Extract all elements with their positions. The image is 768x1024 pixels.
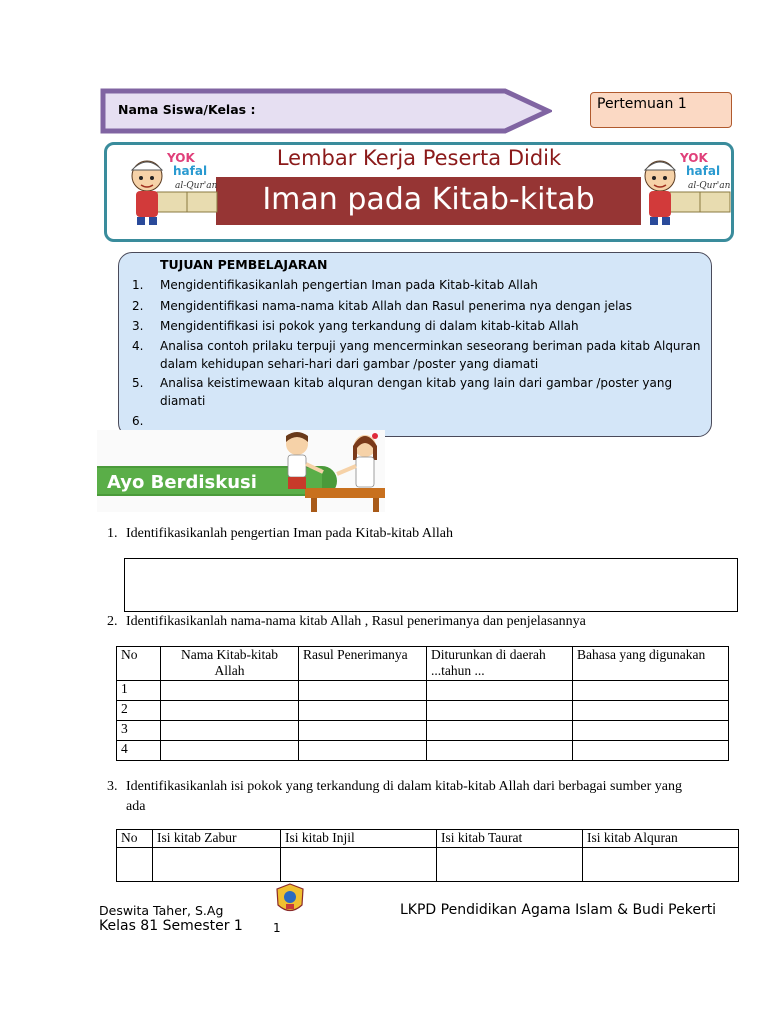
objective-text: Mengidentifikasi isi pokok yang terkandung di dalam kitab-kitab Allah	[160, 319, 579, 333]
header-cell: Isi kitab Zabur	[153, 830, 281, 848]
answer-cell[interactable]	[161, 681, 299, 701]
header-cell: No	[117, 830, 153, 848]
footer-title: LKPD Pendidikan Agama Islam & Budi Pekerti	[400, 902, 717, 918]
answer-cell[interactable]	[427, 721, 573, 741]
answer-cell[interactable]	[117, 848, 153, 882]
worksheet-subtitle: Lembar Kerja Peserta Didik	[276, 146, 562, 170]
answer-cell[interactable]	[427, 701, 573, 721]
row-number: 1	[117, 681, 161, 701]
page-number: 1	[273, 921, 281, 935]
answer-cell[interactable]	[161, 701, 299, 721]
question-text: Identifikasikanlah pengertian Iman pada Kitab-kitab Allah	[126, 526, 453, 541]
mascot-quran-left	[127, 148, 223, 228]
answer-box-1[interactable]	[124, 558, 738, 612]
objective-text: Mengidentifikasikanlah pengertian Iman pada Kitab-kitab Allah	[160, 278, 538, 292]
question-number: 3.	[107, 779, 118, 794]
row-number: 4	[117, 741, 161, 761]
objective-text: Analisa contoh prilaku terpuji yang mencerminkan seseorang beriman pada kitab Alquran dalam kehidupan sehari-hari dari gambar /poster yang diamati	[160, 339, 701, 371]
answer-cell[interactable]	[573, 701, 729, 721]
mascot-right-text-3: al-Qur'an	[688, 181, 731, 191]
header-cell: Rasul Penerimanya	[299, 647, 427, 681]
answer-cell[interactable]	[299, 701, 427, 721]
discussion-banner-text: Ayo Berdiskusi	[107, 472, 257, 493]
objective-text: Analisa keistimewaan kitab alquran dengan kitab yang lain dari gambar /poster yang diamati	[160, 376, 673, 408]
answer-cell[interactable]	[299, 721, 427, 741]
mascot-left-text-3: al-Qur'an	[175, 181, 218, 191]
row-number: 3	[117, 721, 161, 741]
meeting-badge: Pertemuan 1	[590, 92, 732, 128]
question-number: 1.	[107, 526, 118, 541]
question-text-line-1: Identifikasikanlah isi pokok yang terkandung di dalam kitab-kitab Allah dari berbagai sumber yang	[126, 779, 682, 794]
answer-cell[interactable]	[299, 741, 427, 761]
table-header-row	[117, 830, 739, 848]
answer-cell[interactable]	[427, 741, 573, 761]
question-text: Identifikasikanlah nama-nama kitab Allah , Rasul penerimanya dan penjelasannya	[126, 614, 586, 629]
question-number: 2.	[107, 614, 118, 629]
table-row	[117, 701, 729, 721]
answer-cell[interactable]	[437, 848, 583, 882]
header-cell: Isi kitab Alquran	[583, 830, 739, 848]
answer-cell[interactable]	[299, 681, 427, 701]
answer-cell[interactable]	[573, 721, 729, 741]
table-row	[117, 741, 729, 761]
footer-class: Kelas 81 Semester 1	[99, 918, 243, 934]
header-cell: No	[117, 647, 161, 681]
header-cell: Isi kitab Injil	[281, 830, 437, 848]
objective-number: 4.	[132, 339, 144, 353]
answer-cell[interactable]	[573, 681, 729, 701]
mascot-right-text-1: YOK	[680, 151, 708, 165]
objective-number: 1.	[132, 278, 144, 292]
footer-author: Deswita Taher, S.Ag	[99, 903, 224, 918]
answer-cell[interactable]	[161, 721, 299, 741]
objective-number: 3.	[132, 319, 144, 333]
objectives-heading: TUJUAN PEMBELAJARAN	[160, 257, 328, 272]
table-header-row	[117, 647, 729, 681]
question-3	[107, 779, 747, 819]
mascot-quran-right	[640, 148, 736, 228]
header-cell: Isi kitab Taurat	[437, 830, 583, 848]
answer-cell[interactable]	[161, 741, 299, 761]
objective-text: Mengidentifikasi nama-nama kitab Allah dan Rasul penerima nya dengan jelas	[160, 299, 633, 313]
answer-cell[interactable]	[427, 681, 573, 701]
mascot-left-text-1: YOK	[167, 151, 195, 165]
table-isi-kitab	[116, 829, 739, 882]
answer-cell[interactable]	[583, 848, 739, 882]
worksheet-title: Iman pada Kitab-kitab	[216, 177, 641, 225]
ayo-berdiskusi-banner	[97, 430, 385, 512]
header-cell: Bahasa yang digunakan	[573, 647, 729, 681]
objective-number: 2.	[132, 299, 144, 313]
student-name-label: Nama Siswa/Kelas :	[118, 102, 256, 117]
mascot-right-text-2: hafal	[686, 164, 721, 178]
school-logo-icon	[275, 883, 305, 917]
table-kitab-rasul	[116, 646, 729, 761]
mascot-left-text-2: hafal	[173, 164, 208, 178]
question-text-line-2: ada	[126, 799, 146, 814]
header-cell: Diturunkan di daerah ...tahun ...	[427, 647, 573, 681]
answer-cell[interactable]	[153, 848, 281, 882]
table-row	[117, 721, 729, 741]
row-number: 2	[117, 701, 161, 721]
answer-cell[interactable]	[573, 741, 729, 761]
objective-number: 6.	[132, 414, 144, 428]
header-cell: Nama Kitab-kitab Allah	[161, 647, 299, 681]
table-row	[117, 681, 729, 701]
objective-number: 5.	[132, 376, 144, 390]
table-row	[117, 848, 739, 882]
answer-cell[interactable]	[281, 848, 437, 882]
